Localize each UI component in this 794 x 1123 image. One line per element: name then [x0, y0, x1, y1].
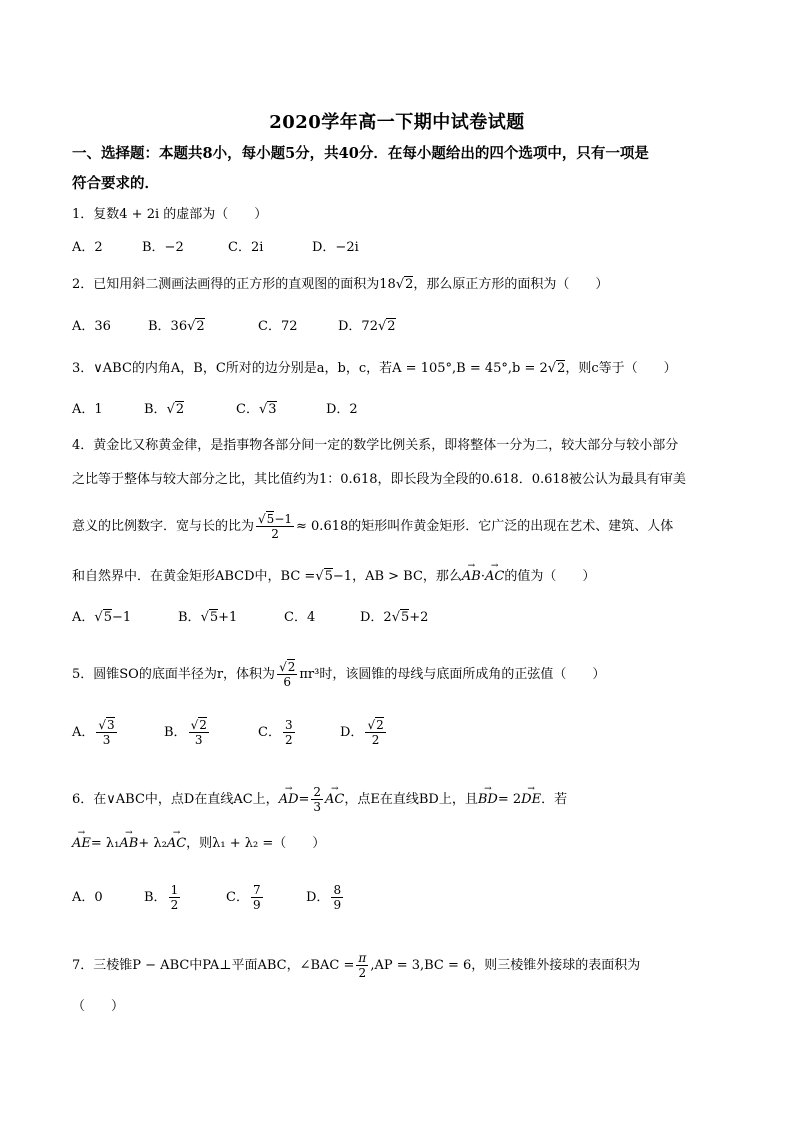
q7-stem-text: 7．三棱锥P − ABC中PA⊥平面ABC，∠BAC =: [72, 958, 355, 973]
q5-stem: [72, 660, 605, 689]
q6-option-d: D． $\frac{8}{9}$: [306, 883, 342, 912]
q6-options: [72, 883, 345, 912]
vector-ae: → AE: [72, 836, 91, 852]
q6-line1-text: 6．在∨ABC中，点D在直线AC上，: [72, 792, 279, 807]
q5-option-d: D． $\frac{√2}{2}$: [340, 718, 384, 747]
q6-option-b: B． $\frac{1}{2}$: [144, 883, 179, 912]
q3-option-d: D．2: [326, 402, 358, 417]
page-title: 2020学年高一下期中试卷试题: [269, 112, 525, 133]
q1-stem: 1．复数4 + 2i 的虚部为（ ）: [72, 207, 268, 222]
q3-option-b: B．√2: [144, 402, 185, 417]
vector-ab: → AB: [462, 569, 481, 585]
q2-options: [72, 319, 396, 335]
vector-ad: → AD: [279, 792, 299, 808]
section-header-line1: 一、选择题：本题共8小，每小题5分，共40分．在每小题给出的四个选项中，只有一项是: [72, 145, 649, 162]
q3-options: [72, 402, 358, 418]
q4-line4: 和自然界中．在黄金矩形ABCD中，BC =√5−1，AB > BC，那么→ AB·→ AC的值为（ ）: [72, 569, 595, 585]
q6-option-a: A．0: [72, 890, 103, 905]
q4-option-d: D．2√5+2: [360, 610, 429, 625]
q4-option-c: C．4: [284, 610, 316, 625]
q1-options: [72, 240, 359, 256]
q6-option-c: C． $\frac{7}{9}$: [226, 883, 261, 912]
vector-ac-1: → AC: [325, 792, 344, 808]
q3-stem-radicand: 2: [557, 361, 566, 376]
q7-angle-fraction: $\frac{\pi}{2}$: [358, 951, 367, 980]
q5-stem-text: 5．圆锥SO的底面半径为r，体积为: [72, 667, 276, 682]
q3-stem: 3．∨ABC的内角A，B，C所对的边分别是a，b，c，若A = 105°,B = 45°,b = 2√2，则c等于（ ）: [72, 361, 677, 376]
vector-ac: → AC: [485, 569, 504, 585]
q5-volume-fraction: $\frac{√2}{6}$: [279, 660, 296, 689]
q2-option-c: C．72: [258, 319, 298, 334]
section-header-line2: 符合要求的．: [72, 175, 159, 192]
q2-stem: 2．已知用斜二测画法画得的正方形的直观图的面积为18√2，那么原正方形的面积为（ ）: [72, 277, 609, 292]
q6-line2: → AE= λ₁→ AB+ λ₂→ AC，则λ₁ + λ₂ =（ ）: [72, 836, 325, 852]
q4-option-b: B．√5+1: [178, 610, 238, 625]
q2-stem-radicand: 2: [405, 277, 414, 292]
q4-line3-tail: ≈ 0.618的矩形叫作黄金矩形．它广泛的出现在艺术、建筑、人体: [296, 519, 674, 534]
q2-option-b: B．36√2: [148, 319, 205, 334]
q4-line4-text: 和自然界中．在黄金矩形ABCD中，BC =: [72, 569, 316, 584]
q4-golden-ratio-fraction: $\frac{√5-1}{2}$: [258, 512, 293, 541]
q3-option-a: A．1: [72, 402, 103, 417]
vector-bd: → BD: [478, 792, 498, 808]
q5-option-b: B． $\frac{√2}{3}$: [164, 718, 207, 747]
q1-option-b: B．−2: [142, 240, 184, 255]
q7-line2: （ ）: [72, 999, 125, 1014]
q1-option-c: C．2i: [228, 240, 264, 255]
q4-line1: 4．黄金比又称黄金律，是指事物各部分间一定的数学比例关系，即将整体一分为二，较大部分与较小部分: [72, 438, 679, 453]
q1-option-a: A．2: [72, 240, 103, 255]
q7-stem-tail: ,AP = 3,BC = 6，则三棱锥外接球的表面积为: [370, 958, 641, 973]
q2-stem-text: 2．已知用斜二测画法画得的正方形的直观图的面积为18: [72, 277, 396, 292]
q4-option-a: A．√5−1: [72, 610, 132, 625]
q5-options: [72, 718, 388, 747]
q3-option-c: C．√3: [236, 402, 277, 417]
q4-line2: 之比等于整体与较大部分之比，其比值约为1：0.618，即长段为全段的0.618．0.618被公认为最具有审美: [72, 472, 686, 487]
q5-stem-tail: πr³时，该圆锥的母线与底面所成角的正弦值（ ）: [299, 667, 606, 682]
q5-option-c: C． $\frac{3}{2}$: [258, 718, 293, 747]
q2-option-d: D．72√2: [338, 319, 396, 334]
q2-option-a: A．36: [72, 319, 111, 334]
q4-line3: [72, 512, 673, 541]
vector-de: → DE: [521, 792, 541, 808]
q2-stem-tail: ，那么原正方形的面积为（ ）: [413, 277, 609, 292]
vector-ac-2: → AC: [167, 836, 186, 852]
q6-line1: 6．在∨ABC中，点D在直线AC上，→ AD= $\frac{2}{3}$ → AC，点E在直线BD上，且→ BD= 2→ DE．若: [72, 785, 567, 814]
vector-ab-2: → AB: [119, 836, 138, 852]
q4-options: [72, 610, 428, 626]
q7-stem: [72, 951, 640, 980]
q3-stem-text: 3．∨ABC的内角A，B，C所对的边分别是a，b，c，若A = 105°,B = 45°,b = 2: [72, 361, 548, 376]
q1-option-d: D．−2i: [312, 240, 359, 255]
q4-line3-text: 意义的比例数字．宽与长的比为: [72, 519, 255, 534]
q5-option-a: A． $\frac{√3}{3}$: [72, 718, 115, 747]
q3-stem-tail: ，则c等于（ ）: [565, 361, 677, 376]
